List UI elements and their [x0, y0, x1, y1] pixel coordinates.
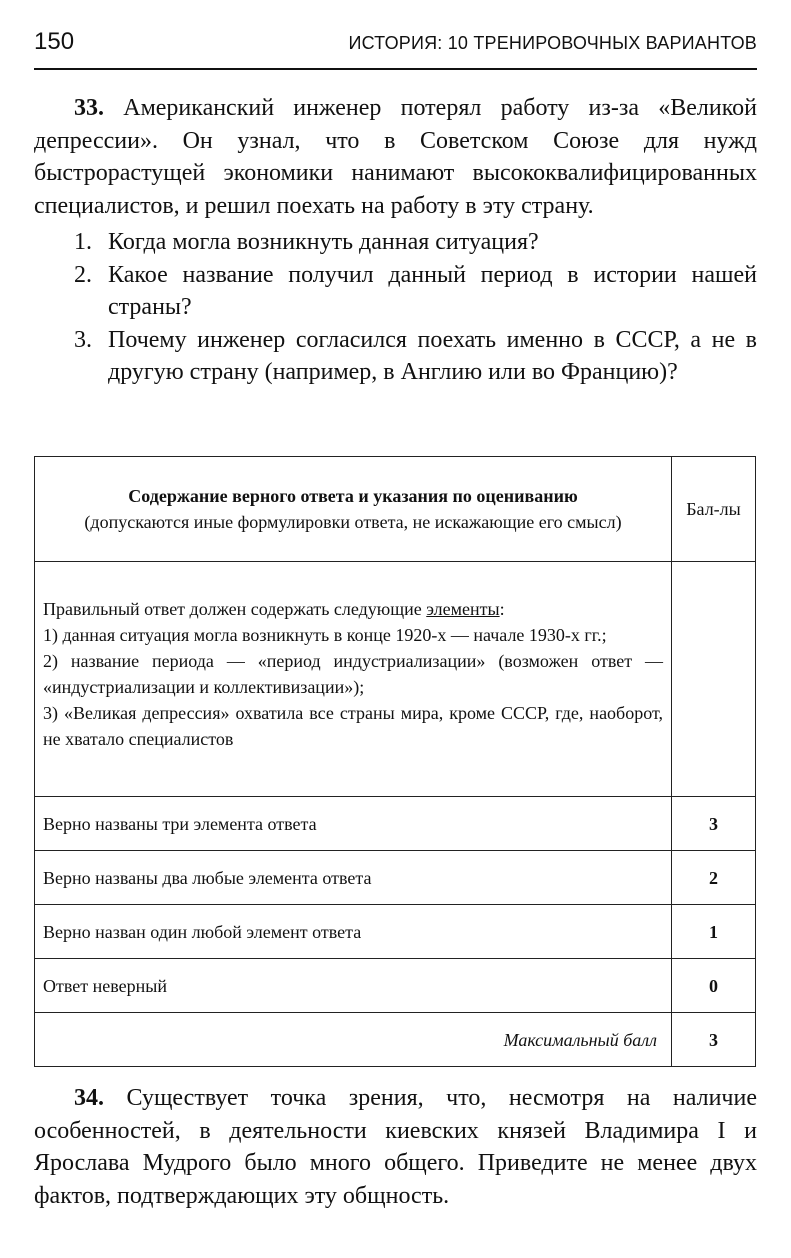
grading-score: 2 — [672, 851, 756, 905]
answer-intro — [43, 596, 663, 622]
answer-intro-keyword: элементы — [426, 599, 500, 619]
grading-answer-row — [35, 562, 756, 797]
grading-table-header-row — [35, 457, 756, 562]
grading-row — [35, 797, 756, 851]
grading-table — [34, 456, 756, 1067]
question-33-item-number: 3. — [74, 326, 92, 353]
answer-element: 3) «Великая депрессия» охватила все страны мира, кроме СССР, где, наоборот, не хватало специалистов — [43, 703, 663, 749]
running-title: ИСТОРИЯ: 10 ТРЕНИРОВОЧНЫХ ВАРИАНТОВ — [348, 33, 757, 53]
question-33 — [34, 92, 757, 389]
question-34 — [34, 1082, 757, 1212]
grading-score: 1 — [672, 905, 756, 959]
question-33-item — [34, 259, 757, 324]
grading-criterion: Верно названы три элемента ответа — [35, 797, 672, 851]
grading-criterion: Ответ неверный — [35, 959, 672, 1013]
question-34-body: Существует точка зрения, что, несмотря на наличие особенностей, в деятельности киевских князей Владимира I и Ярослава Мудрого было много общего. Приведите не менее двух фактов, подтверждающих эту общность. — [34, 1085, 757, 1209]
grading-header-score: Бал-лы — [672, 457, 756, 562]
question-33-item-text: Какое название получил данный период в истории нашей страны? — [108, 261, 757, 320]
page-number: 150 — [34, 28, 75, 55]
answer-element: 2) название периода — «период индустриализации» (возможен ответ — «индустриализации и коллективизации»); — [43, 651, 663, 697]
question-33-item — [34, 226, 757, 259]
question-33-item — [34, 324, 757, 389]
grading-row — [35, 959, 756, 1013]
question-33-text — [34, 92, 757, 222]
grading-criterion: Верно названы два любые элемента ответа — [35, 851, 672, 905]
grading-answer-cell — [35, 562, 672, 797]
grading-score: 3 — [672, 797, 756, 851]
question-33-item-text: Почему инженер согласился поехать именно в СССР, а не в другую страну (например, в Англию или во Францию)? — [108, 326, 757, 385]
question-34-number: 34. — [74, 1085, 104, 1111]
question-34-text — [34, 1082, 757, 1212]
question-33-item-number: 2. — [74, 261, 92, 288]
answer-element: 1) данная ситуация могла возникнуть в конце 1920-х — начале 1930-х гг.; — [43, 625, 607, 645]
question-33-list — [34, 226, 757, 389]
grading-max-score: 3 — [672, 1013, 756, 1067]
question-33-number: 33. — [74, 95, 104, 121]
question-33-item-number: 1. — [74, 229, 92, 255]
grading-max-label: Максимальный балл — [35, 1013, 672, 1067]
page-header — [34, 22, 757, 70]
grading-criterion: Верно назван один любой элемент ответа — [35, 905, 672, 959]
grading-max-row — [35, 1013, 756, 1067]
answer-intro-text: Правильный ответ должен содержать следующие — [43, 599, 422, 619]
answer-intro-end: : — [499, 599, 505, 619]
grading-header-sub: (допускаются иные формулировки ответа, не искажающие его смысл) — [84, 512, 622, 532]
question-33-body: Американский инженер потерял работу из-за «Великой депрессии». Он узнал, что в Советском Союзе для нужд быстрорастущей экономики нанимают высококвалифицированных специалистов, и решил поехать на работу в эту страну. — [34, 95, 758, 219]
grading-answer-score-cell — [672, 562, 756, 797]
grading-score: 0 — [672, 959, 756, 1013]
grading-table-header — [35, 457, 672, 562]
grading-row — [35, 851, 756, 905]
grading-row — [35, 905, 756, 959]
question-33-item-text: Когда могла возникнуть данная ситуация? — [108, 229, 539, 255]
grading-header-main: Содержание верного ответа и указания по оцениванию — [128, 486, 578, 506]
